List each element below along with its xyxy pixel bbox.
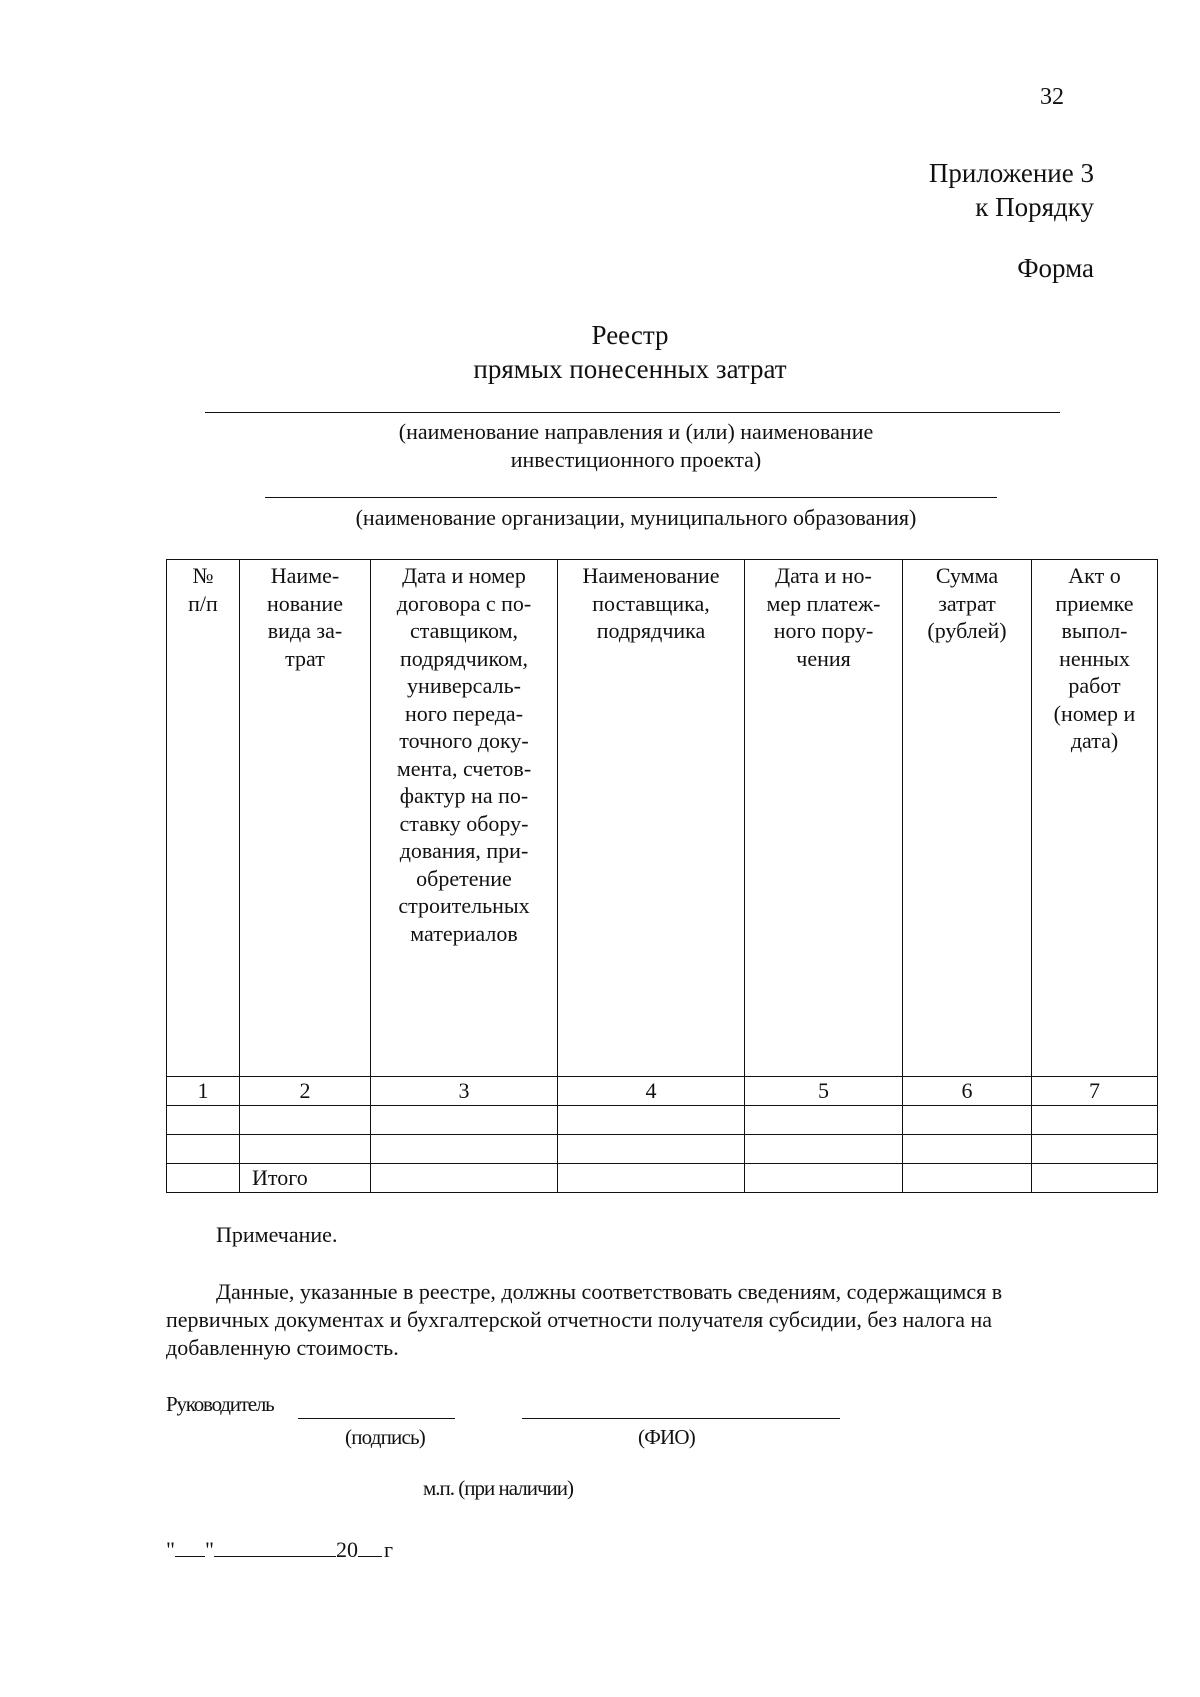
date-line (166, 1536, 393, 1563)
month-field[interactable] (214, 1536, 336, 1557)
table-cell[interactable] (1032, 1135, 1158, 1164)
form-label: Форма (1017, 253, 1094, 283)
organization-fill-line (265, 497, 997, 498)
total-cell[interactable] (558, 1164, 745, 1193)
date-year-prefix: 20 (335, 1537, 358, 1562)
column-number: 1 (167, 1077, 240, 1106)
table-cell[interactable] (903, 1106, 1032, 1135)
total-cell[interactable] (745, 1164, 903, 1193)
column-header: № п/п (167, 560, 240, 1077)
total-cell[interactable] (1032, 1164, 1158, 1193)
column-number: 3 (371, 1077, 558, 1106)
table-cell[interactable] (558, 1106, 745, 1135)
table-header-row (167, 560, 1158, 1077)
table-cell[interactable] (240, 1106, 371, 1135)
signature-line[interactable] (298, 1418, 455, 1419)
date-quote-open: " (166, 1537, 175, 1562)
column-header: Сумма затрат (рублей) (903, 560, 1032, 1077)
table-cell[interactable] (167, 1164, 240, 1193)
table-cell[interactable] (745, 1106, 903, 1135)
name-caption: (ФИО) (638, 1425, 695, 1449)
column-number: 4 (558, 1077, 745, 1106)
table-cell[interactable] (240, 1135, 371, 1164)
seal-note: м.п. (при наличии) (423, 1476, 573, 1500)
signature-caption: (подпись) (345, 1425, 425, 1449)
title-line-2: прямых понесенных затрат (473, 354, 787, 384)
year-field[interactable] (358, 1536, 382, 1557)
table-cell[interactable] (167, 1106, 240, 1135)
table-row (167, 1135, 1158, 1164)
table-cell[interactable] (371, 1135, 558, 1164)
column-number-row (167, 1077, 1158, 1106)
table-cell[interactable] (371, 1106, 558, 1135)
column-header: Акт о приемке выпол- ненных работ (номер и дата) (1032, 560, 1158, 1077)
note-title: Примечание. (216, 1222, 338, 1247)
appendix-line-2: к Порядку (975, 192, 1094, 222)
table-cell[interactable] (903, 1135, 1032, 1164)
title-line-1: Реестр (591, 320, 669, 350)
appendix-line-1: Приложение 3 (928, 158, 1094, 188)
total-row (167, 1164, 1158, 1193)
page-number: 32 (1040, 84, 1064, 110)
column-number: 6 (903, 1077, 1032, 1106)
day-field[interactable] (175, 1536, 205, 1557)
direction-caption-line-1: (наименование направления и (или) наименование (398, 419, 874, 444)
date-year-suffix: г (383, 1537, 393, 1562)
head-label: Руководитель (166, 1392, 274, 1416)
column-header: Наименование поставщика, подрядчика (558, 560, 745, 1077)
organization-caption: (наименование организации, муниципального образования) (355, 505, 917, 530)
total-cell[interactable] (903, 1164, 1032, 1193)
direction-caption-line-2: инвестиционного проекта) (510, 447, 762, 472)
name-line[interactable] (522, 1418, 840, 1419)
total-label: Итого (240, 1164, 371, 1193)
column-header: Дата и но- мер платеж- ного пору- чения (745, 560, 903, 1077)
appendix-reference (929, 156, 1094, 224)
registry-table (166, 559, 1158, 1193)
column-number: 5 (745, 1077, 903, 1106)
date-quote-close: " (204, 1537, 214, 1562)
table-row (167, 1106, 1158, 1135)
document-title (0, 318, 1200, 386)
column-header: Наиме- нование вида за- трат (240, 560, 371, 1077)
table-cell[interactable] (167, 1135, 240, 1164)
table-cell[interactable] (1032, 1106, 1158, 1135)
table-cell[interactable] (558, 1135, 745, 1164)
column-number: 2 (240, 1077, 371, 1106)
table-cell[interactable] (745, 1135, 903, 1164)
column-header: Дата и номер договора с по- ставщиком, подрядчиком, универсаль- ного переда- точного доку- мента, счетов- фактур на по- ставку обору- дования, при- обретение строительных материалов (371, 560, 558, 1077)
column-number: 7 (1032, 1077, 1158, 1106)
total-cell[interactable] (371, 1164, 558, 1193)
direction-fill-line (205, 412, 1060, 413)
note-text: Данные, указанные в реестре, должны соответствовать сведениям, содержащимся в первичных документах и бухгалтерской отчетности получателя субсидии, без налога на добавленную стоимость. (166, 1279, 1003, 1360)
direction-caption (166, 418, 1106, 474)
